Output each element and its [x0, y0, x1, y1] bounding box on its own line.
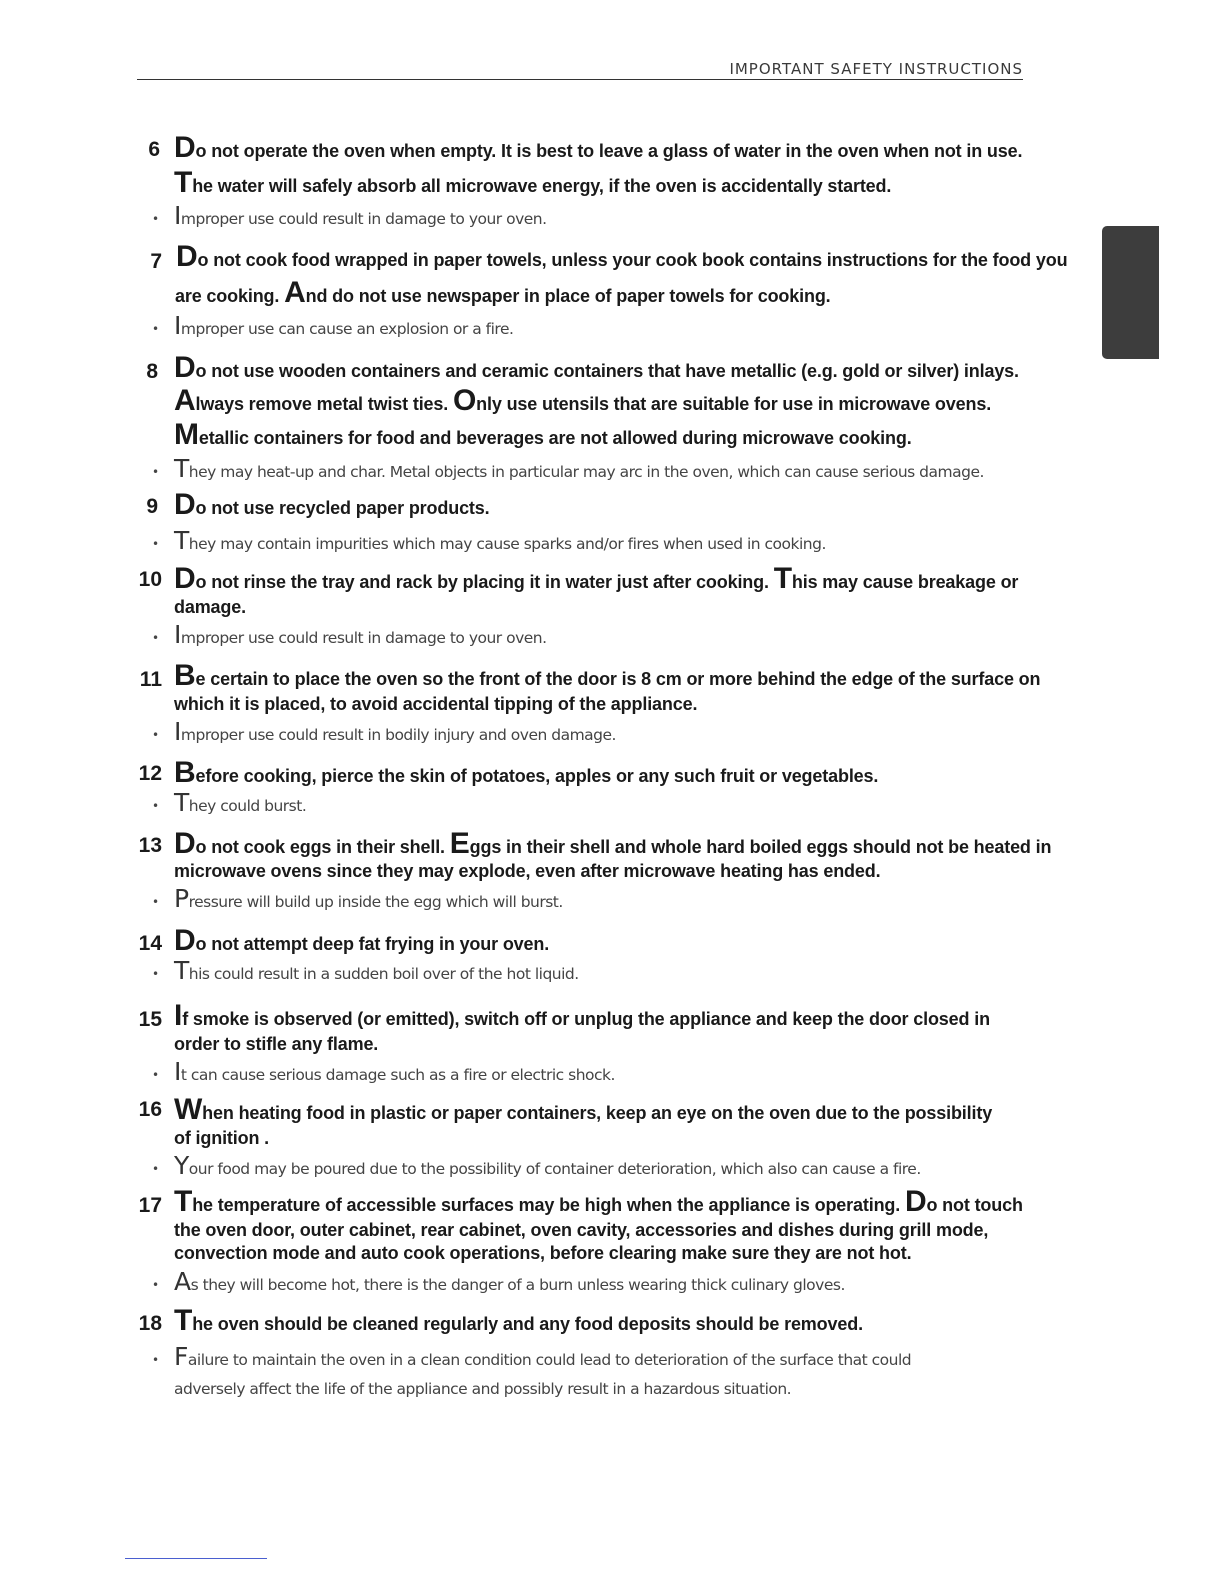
note-line: [174, 528, 826, 553]
note-text: hey may heat-up and char. Metal objects in particular may arc in the oven, which can cause serious damage.: [188, 463, 984, 481]
note-line: [174, 719, 616, 744]
item-line: [174, 1095, 992, 1125]
item-line-text: he oven should be cleaned regularly and any food deposits should be removed.: [192, 1314, 863, 1334]
drop-cap: D: [904, 1185, 927, 1218]
drop-cap: T: [174, 1304, 193, 1337]
item-line: [174, 861, 880, 882]
note-cap: Y: [174, 1151, 189, 1180]
bullet: •: [152, 895, 160, 909]
item-line-text: hen heating food in plastic or paper containers, keep an eye on the oven due to the possibility: [202, 1103, 993, 1123]
item-line-text: o not attempt deep fat frying in your oven.: [195, 934, 550, 954]
note-line: [174, 622, 547, 647]
note-line: [174, 203, 547, 228]
item-line-text: of ignition .: [174, 1128, 270, 1148]
item-line-text: his may cause breakage or: [791, 572, 1019, 592]
note-text: mproper use could result in damage to your oven.: [180, 210, 547, 228]
note-text: mproper use could result in bodily injury and oven damage.: [180, 726, 616, 744]
note-text: ailure to maintain the oven in a clean condition could lead to deterioration of the surface that could: [187, 1351, 912, 1369]
drop-cap: T: [174, 166, 193, 199]
drop-cap: E: [449, 827, 470, 860]
drop-cap: W: [174, 1093, 203, 1126]
item-number: 16: [138, 1098, 162, 1121]
drop-cap: D: [174, 488, 196, 521]
item-number: 18: [138, 1312, 162, 1335]
bullet: •: [152, 1278, 160, 1292]
item-line-text: ggs in their shell and whole hard boiled eggs should not be heated in: [469, 837, 1052, 857]
item-line-text: efore cooking, pierce the skin of potatoes, apples or any such fruit or vegetables.: [195, 766, 879, 786]
drop-cap: A: [174, 384, 196, 417]
item-line: [174, 564, 1018, 594]
drop-cap: B: [174, 756, 196, 789]
note-line: [174, 1380, 791, 1398]
note-line: [174, 1059, 615, 1084]
drop-cap: D: [174, 924, 196, 957]
item-line-text: he temperature of accessible surfaces may be high when the appliance is operating.: [192, 1195, 905, 1215]
drop-cap: M: [174, 418, 199, 451]
bullet: •: [152, 322, 160, 336]
drop-cap: B: [174, 659, 196, 692]
bullet: •: [152, 1068, 160, 1082]
item-line: [174, 1001, 990, 1031]
item-line: [174, 1187, 1023, 1217]
drop-cap: D: [174, 562, 196, 595]
bullet: •: [152, 728, 160, 742]
item-line-text: e certain to place the oven so the front of the door is 8 cm or more behind the edge of the surface on: [195, 669, 1041, 689]
note-text: s they will become hot, there is the danger of a burn unless wearing thick culinary gloves.: [190, 1276, 845, 1294]
drop-cap: I: [174, 999, 183, 1032]
drop-cap: T: [773, 562, 792, 595]
bullet: •: [152, 537, 160, 551]
note-line: [174, 1344, 911, 1369]
note-cap: I: [174, 620, 181, 649]
note-cap: T: [174, 526, 189, 555]
drop-cap: D: [174, 351, 196, 384]
item-number: 12: [138, 762, 162, 785]
bullet: •: [152, 212, 160, 226]
note-text: adversely affect the life of the appliance and possibly result in a hazardous situation.: [174, 1380, 792, 1398]
item-line: [174, 490, 490, 520]
item-line: [174, 758, 878, 788]
item-line-text: damage.: [174, 597, 246, 617]
bullet: •: [152, 1162, 160, 1176]
item-number: 7: [150, 250, 162, 273]
item-line: [174, 694, 697, 715]
item-line: [174, 168, 891, 198]
drop-cap: O: [452, 384, 477, 417]
drop-cap: A: [284, 276, 306, 309]
note-cap: F: [174, 1342, 188, 1371]
item-number: 9: [146, 495, 158, 518]
note-cap: I: [174, 311, 181, 340]
item-line-text: o not use recycled paper products.: [195, 498, 490, 518]
item-line: [174, 1243, 911, 1264]
page-header-title: IMPORTANT SAFETY INSTRUCTIONS: [729, 60, 1023, 78]
item-line-text: nly use utensils that are suitable for use in microwave ovens.: [476, 394, 992, 414]
item-line: [174, 829, 1051, 859]
item-line-text: the oven door, outer cabinet, rear cabinet, oven cavity, accessories and dishes during grill mode,: [174, 1220, 989, 1240]
item-number: 11: [139, 668, 162, 691]
bullet: •: [152, 1353, 160, 1367]
item-line: [174, 1034, 378, 1055]
note-cap: T: [174, 454, 189, 483]
item-line-text: o not operate the oven when empty. It is best to leave a glass of water in the oven when not in use.: [195, 141, 1023, 161]
note-line: [174, 958, 579, 983]
item-line: [174, 1306, 863, 1336]
item-number: 13: [138, 834, 162, 857]
note-text: hey may contain impurities which may cause sparks and/or fires when used in cooking.: [188, 535, 826, 553]
bullet: •: [152, 967, 160, 981]
drop-cap: D: [176, 240, 198, 273]
note-text: t can cause serious damage such as a fire or electric shock.: [180, 1066, 615, 1084]
note-cap: T: [174, 788, 189, 817]
bullet: •: [152, 465, 160, 479]
section-tab: [1102, 226, 1159, 359]
item-line-text: convection mode and auto cook operations, before clearing make sure they are not hot.: [174, 1243, 912, 1263]
note-line: [174, 1153, 921, 1178]
item-number: 14: [138, 932, 162, 955]
item-line-text: order to stifle any flame.: [174, 1034, 379, 1054]
item-number: 15: [138, 1008, 162, 1031]
item-line-text: microwave ovens since they may explode, even after microwave heating has ended.: [174, 861, 881, 881]
drop-cap: D: [174, 827, 196, 860]
item-line: [174, 1128, 269, 1149]
item-line: [174, 133, 1022, 163]
item-line-text: etallic containers for food and beverages are not allowed during microwave cooking.: [198, 428, 912, 448]
item-line: [174, 661, 1040, 691]
note-line: [174, 886, 563, 911]
bullet: •: [152, 799, 160, 813]
item-line-text: o not rinse the tray and rack by placing it in water just after cooking.: [195, 572, 774, 592]
note-cap: I: [174, 201, 181, 230]
item-line-text: he water will safely absorb all microwave energy, if the oven is accidentally started.: [192, 176, 892, 196]
note-cap: P: [174, 884, 189, 913]
note-cap: I: [174, 1057, 181, 1086]
bullet: •: [152, 631, 160, 645]
note-line: [174, 1269, 845, 1294]
note-text: his could result in a sudden boil over of the hot liquid.: [188, 965, 579, 983]
item-line-text: f smoke is observed (or emitted), switch off or unplug the appliance and keep the door closed in: [182, 1009, 990, 1029]
item-line: [174, 597, 246, 618]
header-divider: [137, 79, 1023, 80]
note-text: mproper use could result in damage to your oven.: [180, 629, 547, 647]
item-line: [176, 242, 1067, 272]
item-number: 8: [146, 360, 158, 383]
note-text: hey could burst.: [188, 797, 307, 815]
note-cap: I: [174, 717, 181, 746]
item-line-text: lways remove metal twist ties.: [195, 394, 453, 414]
note-text: mproper use can cause an explosion or a fire.: [180, 320, 514, 338]
item-line: [174, 1220, 988, 1241]
drop-cap: T: [174, 1185, 193, 1218]
note-text: ressure will build up inside the egg which will burst.: [188, 893, 563, 911]
item-number: 10: [138, 568, 162, 591]
note-line: [174, 790, 306, 815]
item-line-text: o not touch: [926, 1195, 1023, 1215]
item-line: [174, 353, 1019, 383]
note-line: [174, 313, 513, 338]
item-line: [174, 420, 912, 450]
item-line-text: which it is placed, to avoid accidental tipping of the appliance.: [174, 694, 698, 714]
note-line: [174, 456, 984, 481]
item-line-text: o not cook eggs in their shell.: [195, 837, 450, 857]
item-line: [175, 278, 831, 308]
item-line: [174, 386, 991, 416]
note-cap: T: [174, 956, 189, 985]
drop-cap: D: [174, 131, 196, 164]
item-number: 17: [138, 1194, 162, 1217]
note-cap: A: [174, 1267, 191, 1296]
item-line-lead: are cooking.: [175, 286, 285, 306]
note-text: our food may be poured due to the possibility of container deterioration, which also can cause a fire.: [188, 1160, 921, 1178]
item-number: 6: [148, 138, 160, 161]
item-line-text: o not cook food wrapped in paper towels, unless your cook book contains instructions for the food you: [197, 250, 1068, 270]
footer-divider: [125, 1558, 267, 1559]
item-line-text: nd do not use newspaper in place of paper towels for cooking.: [305, 286, 831, 306]
item-line-text: o not use wooden containers and ceramic containers that have metallic (e.g. gold or silver) inlays.: [195, 361, 1019, 381]
item-line: [174, 926, 549, 956]
